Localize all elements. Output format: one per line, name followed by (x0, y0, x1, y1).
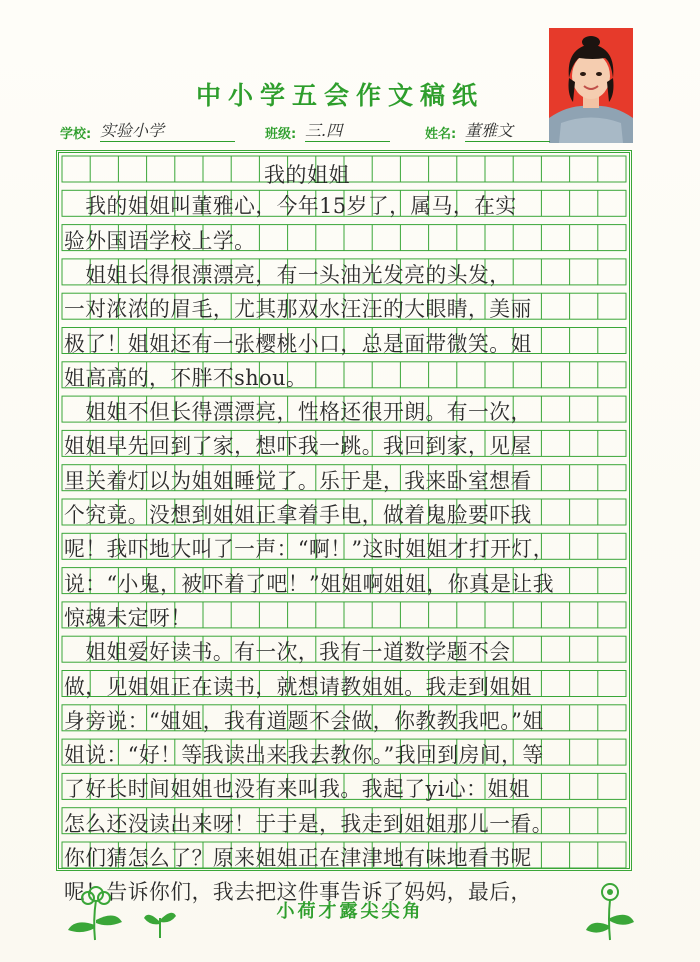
student-photo (549, 28, 633, 143)
essay-line: 姐姐不但长得漂漂亮，性格还很开朗。有一次， (64, 400, 532, 425)
essay-line: 个究竟。没想到姐姐正拿着手电，做着鬼脸要吓我 (64, 503, 532, 527)
essay-line: 怎么还没读出来呀！于于是，我走到姐姐那儿一看。 (64, 811, 554, 836)
essay-line: 姐姐早先回到了家，想吓我一跳。我回到家，见屋 (64, 434, 532, 459)
essay-line: 惊魂未定呀！ (64, 605, 192, 630)
school-value: 实验小学 (100, 118, 235, 142)
flower-decoration-right-icon (580, 878, 640, 942)
essay-line: 了好长时间姐姐也没有来叫我。我起了yi心：姐姐 (64, 777, 530, 802)
essay-line: 姐高高的，不胖不shou。 (64, 365, 308, 390)
essay-line: 姐姐爱好读书。有一次，我有一道数学题不会 (64, 640, 511, 665)
essay-line: 里关着灯以为姐姐睡觉了。乐于是，我来卧室想看 (64, 468, 532, 493)
essay-line: 呢！告诉你们，我去把这件事告诉了妈妈，最后， (64, 880, 532, 905)
essay-line: 身旁说：“姐姐，我有道题不会做，你教教我吧。”姐 (64, 708, 544, 733)
name-label: 姓名: (425, 127, 457, 142)
name-value: 董雅文 (465, 118, 550, 142)
essay-line: 姐说：“好！等我读出来我去教你。”我回到房间，等 (64, 743, 544, 768)
footer-slogan: 小荷才露尖尖角 (276, 901, 424, 922)
essay-line: 姐姐长得很漂漂亮，有一头油光发亮的头发， (64, 262, 511, 287)
sprout-decoration-icon (140, 900, 180, 940)
essay-line: 一对浓浓的眉毛，尤其那双水汪汪的大眼睛，美丽 (64, 297, 532, 322)
essay-title: 我的姐姐 (264, 163, 350, 187)
school-field (60, 122, 240, 144)
class-value: 三.四 (305, 118, 390, 142)
paper-title: 中小学五会作文稿纸 (195, 81, 484, 110)
name-field (425, 122, 555, 144)
class-label: 班级: (265, 127, 297, 142)
essay-line: 呢！我吓地大叫了一声：“啊！”这时姐姐才打开灯， (64, 537, 555, 562)
essay-line: 极了！姐姐还有一张樱桃小口，总是面带微笑。姐 (64, 331, 532, 356)
essay-line: 验外国语学校上学。 (64, 228, 256, 253)
school-label: 学校: (60, 127, 92, 142)
essay-line: 你们猜怎么了？原来姐姐正在津津地有味地看书呢 (64, 846, 532, 870)
class-field (265, 122, 405, 144)
essay-line: 说：“小鬼，被吓着了吧！”姐姐啊姐姐，你真是让我 (64, 571, 555, 596)
flower-decoration-left-icon (60, 880, 130, 942)
essay-line: 我的姐姐叫董雅心，今年15岁了，属马，在实 (64, 194, 517, 219)
essay-line: 做，见姐姐正在读书，就想请教姐姐。我走到姐姐 (64, 674, 532, 699)
